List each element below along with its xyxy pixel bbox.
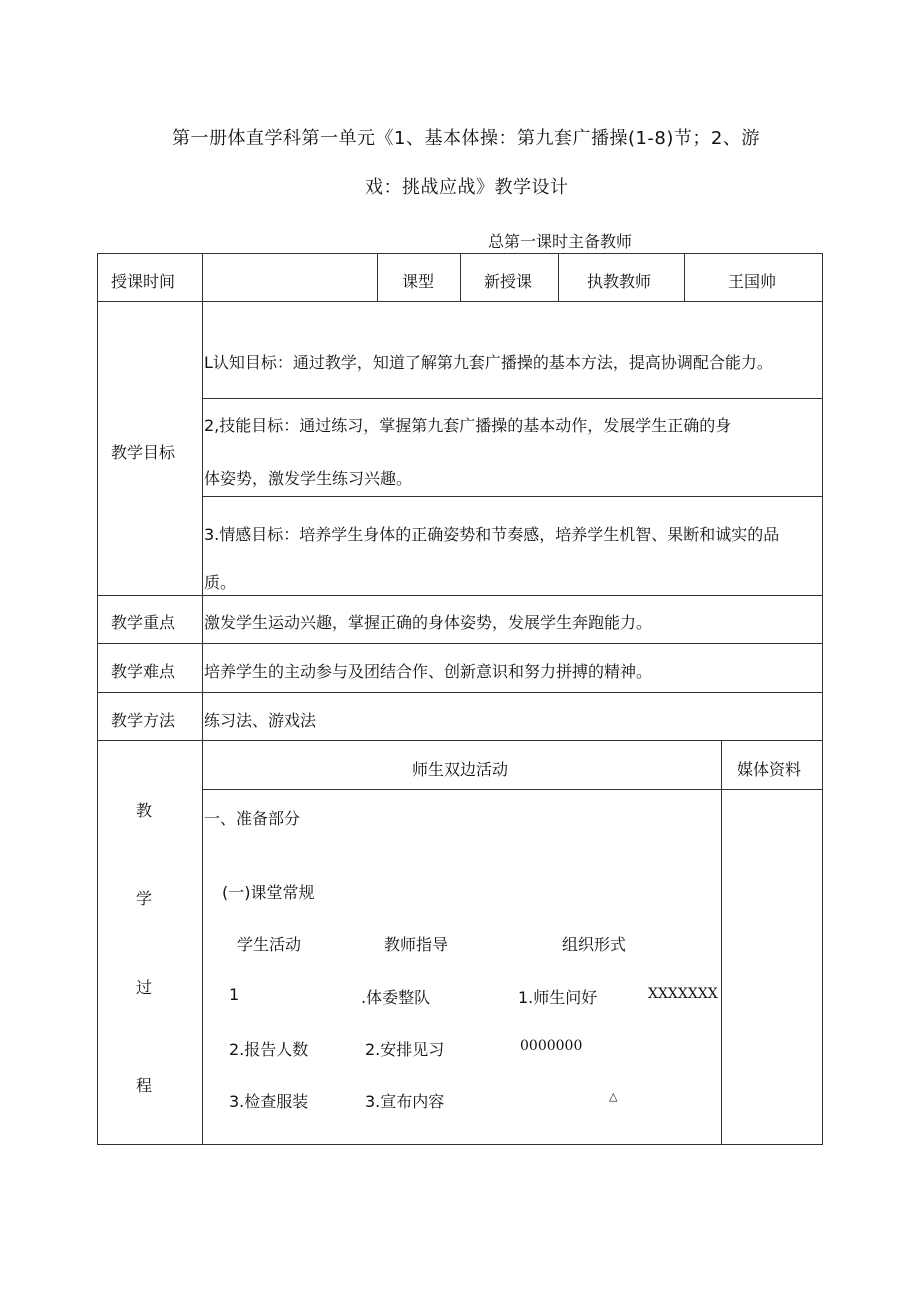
lesson-time-label: 授课时间 (111, 272, 176, 291)
subsection-heading: (一)课堂常规 (222, 883, 315, 902)
teacher-value: 王国帅 (728, 272, 777, 291)
section-heading: 一、准备部分 (204, 809, 301, 828)
row-student: 3.检查服装 (229, 1092, 309, 1111)
teacher-label: 执教教师 (587, 272, 652, 291)
activity-header: 师生双边活动 (412, 760, 509, 779)
objectives-label: 教学目标 (111, 443, 176, 462)
row-form: △ (609, 1090, 618, 1103)
process-label-char: 过 (136, 978, 153, 997)
doc-subtitle: 总第一课时主备教师 (488, 232, 633, 251)
key-points-value: 激发学生运动兴趣，掌握正确的身体姿势，发展学生奔跑能力。 (204, 613, 653, 632)
row-form: XXXXXXX (648, 986, 718, 1002)
row-student: 2.报告人数 (229, 1040, 309, 1059)
row-teacher: 2.安排见习 (365, 1040, 445, 1059)
media-header: 媒体资料 (737, 760, 802, 779)
methods-label: 教学方法 (111, 711, 176, 730)
lesson-type-value: 新授课 (484, 272, 533, 291)
column-header-form: 组织形式 (562, 935, 627, 954)
objective-skill-line1: 2,技能目标：通过练习，掌握第九套广播操的基本动作，发展学生正确的身 (204, 416, 732, 435)
row-teacher: 3.宣布内容 (365, 1092, 445, 1111)
process-label-char: 教 (136, 801, 153, 820)
doc-title-line1: 第一册体直学科第一单元《1、基本体操：第九套广播操(1-8)节；2、游 (172, 128, 760, 149)
objective-affective-line1: 3.情感目标：培养学生身体的正确姿势和节奏感，培养学生机智、果断和诚实的品 (204, 525, 780, 544)
row-guide: 1.师生问好 (518, 988, 598, 1007)
row-student: 1 (229, 985, 240, 1004)
objective-cognitive: L认知目标：通过教学，知道了解第九套广播操的基本方法，提高协调配合能力。 (204, 353, 773, 372)
column-header-student: 学生活动 (237, 935, 302, 954)
lesson-type-label: 课型 (402, 272, 435, 291)
objective-skill-line2: 体姿势，激发学生练习兴趣。 (204, 469, 413, 488)
doc-title-line2: 戏：挑战应战》教学设计 (365, 177, 569, 198)
row-teacher: .体委整队 (361, 988, 431, 1007)
difficulties-label: 教学难点 (111, 662, 176, 681)
key-points-label: 教学重点 (111, 613, 176, 632)
difficulties-value: 培养学生的主动参与及团结合作、创新意识和努力拼搏的精神。 (204, 662, 653, 681)
process-label-char: 学 (136, 889, 153, 908)
methods-value: 练习法、游戏法 (204, 711, 317, 730)
row-form: 0000000 (520, 1038, 583, 1054)
column-header-teacher: 教师指导 (384, 935, 449, 954)
objective-affective-line2: 质。 (204, 573, 237, 592)
process-label-char: 程 (136, 1076, 153, 1095)
